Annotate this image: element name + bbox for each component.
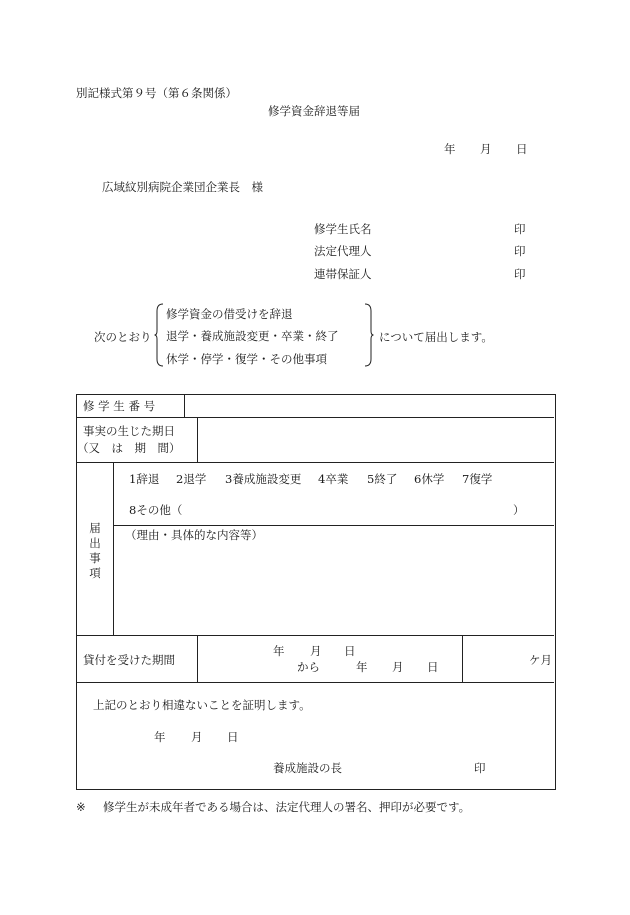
signatory-guardian-label: 法定代理人 — [314, 244, 372, 258]
choice-1[interactable]: 1辞退 — [129, 472, 160, 486]
choice-2[interactable]: 2退学 — [176, 472, 207, 486]
notice-option-1: 修学資金の借受けを辞退 — [166, 307, 293, 321]
facility-seal: 印 — [474, 761, 486, 775]
choice-6[interactable]: 6休学 — [414, 472, 445, 486]
choice-5[interactable]: 5終了 — [367, 472, 398, 486]
reason-label: （理由・具体的な内容等） — [125, 528, 263, 542]
choice-other-open[interactable]: 8その他（ — [129, 503, 183, 517]
event-date-label: 事実の生じた期日 — [83, 424, 175, 438]
loan-to-day: 日 — [427, 660, 439, 674]
addressee: 広域紋別病院企業団企業長 様 — [102, 180, 263, 194]
date-year: 年 — [444, 142, 456, 156]
student-number-field[interactable] — [185, 395, 554, 417]
certify-text: 上記のとおり相違ないことを証明します。 — [93, 698, 311, 712]
loan-from-month: 月 — [310, 644, 322, 658]
facility-head-label: 養成施設の長 — [273, 761, 342, 775]
report-items-label: 届 出 事 項 — [89, 521, 101, 580]
signatory-guarantor-label: 連帯保証人 — [314, 267, 372, 281]
date-day: 日 — [516, 142, 528, 156]
certify-day: 日 — [227, 730, 239, 744]
choice-3[interactable]: 3養成施設変更 — [225, 472, 302, 486]
footnote-text: 修学生が未成年者である場合は、法定代理人の署名、押印が必要です。 — [103, 800, 471, 814]
footnote-mark: ※ — [76, 800, 86, 814]
notice-option-3: 休学・停学・復学・その他事項 — [166, 352, 327, 366]
signatory-student-label: 修学生氏名 — [314, 222, 372, 236]
choice-other-close: ） — [513, 503, 525, 517]
event-date-field[interactable] — [198, 418, 554, 462]
date-month: 月 — [480, 142, 492, 156]
loan-to-month: 月 — [392, 660, 404, 674]
loan-from-day: 日 — [344, 644, 356, 658]
loan-to-year: 年 — [356, 660, 368, 674]
loan-from-year: 年 — [273, 644, 285, 658]
certify-month: 月 — [191, 730, 203, 744]
notice-prefix: 次のとおり — [94, 330, 152, 344]
student-number-label: 修 学 生 番 号 — [83, 399, 156, 413]
signatory-guardian-seal: 印 — [514, 244, 526, 258]
event-date-sublabel: （又 は 期 間） — [77, 441, 181, 455]
form-number: 別記様式第９号（第６条関係） — [76, 86, 237, 100]
notice-option-2: 退学・養成施設変更・卒業・終了 — [166, 329, 339, 343]
form-title: 修学資金辞退等届 — [268, 104, 360, 118]
right-brace-icon — [364, 303, 374, 367]
certify-year: 年 — [154, 730, 166, 744]
loan-from-kara: から — [297, 660, 320, 674]
loan-months-unit: ケ月 — [529, 653, 552, 667]
choice-4[interactable]: 4卒業 — [318, 472, 349, 486]
loan-period-label: 貸付を受けた期間 — [83, 653, 175, 667]
signatory-guarantor-seal: 印 — [514, 267, 526, 281]
signatory-student-seal: 印 — [514, 222, 526, 236]
report-form-table — [76, 394, 556, 790]
notice-suffix: について届出します。 — [379, 330, 493, 344]
choice-7[interactable]: 7復学 — [462, 472, 493, 486]
left-brace-icon — [154, 303, 164, 367]
reason-field[interactable] — [114, 543, 554, 635]
